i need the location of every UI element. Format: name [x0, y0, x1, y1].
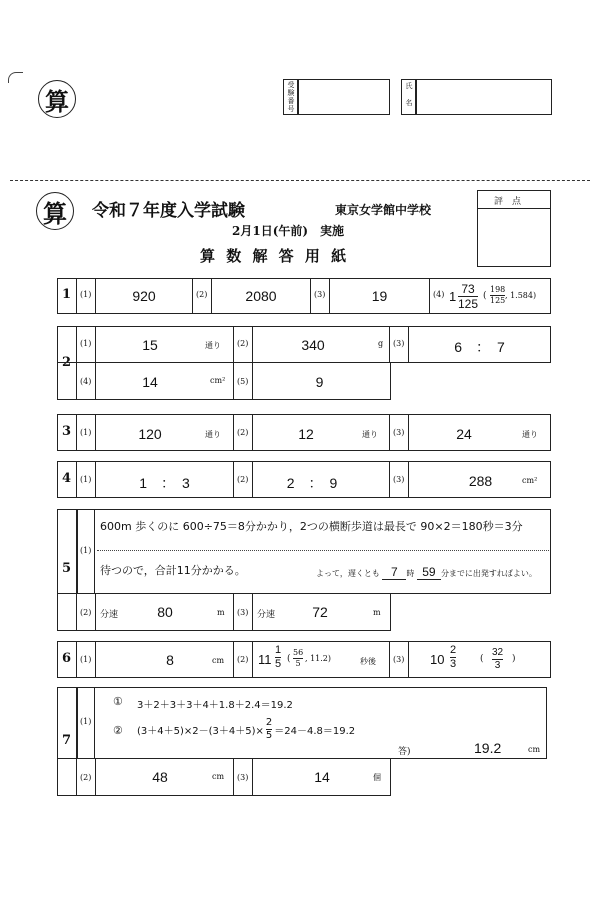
q1-p3-answer: 19 [371, 288, 388, 304]
q5-hour-label: 時 [406, 569, 415, 578]
q7-answer-label: 答) [398, 747, 411, 757]
q6-p1-unit: cm [212, 656, 225, 665]
q4-p1-label: (1) [80, 475, 92, 484]
q3-number: 3 [62, 424, 72, 439]
q5-p2-unit: m [217, 608, 225, 617]
q1-p4-alt-num: 198 [490, 285, 506, 294]
q5-p1-line1[interactable]: 600m 歩くのに 600÷75＝8分かかり，2つの横断歩道は最長で 90×2＝180秒＝3分 [100, 520, 523, 533]
q7-p1-label: (1) [80, 717, 92, 726]
q6-p2-alt-num: 56 [293, 648, 304, 657]
q6-p2-alt-fraction [293, 649, 303, 668]
score-label: 評 点 [494, 197, 522, 207]
cut-line [10, 180, 590, 181]
q7-step2-fraction [266, 718, 272, 741]
divider [415, 79, 417, 115]
q7-p3-label: (3) [237, 773, 249, 782]
q6-p2-unit: 秒後 [360, 657, 376, 666]
q6-p2-label: (2) [237, 655, 249, 664]
q2-p3-label: (3) [393, 339, 405, 348]
q4-p3-unit: cm² [522, 476, 538, 485]
q3-p3-unit: 通り [522, 430, 538, 439]
q7-step2-fden: 5 [265, 730, 273, 741]
corner-mark [8, 72, 23, 83]
q5-p2-prefix: 分速 [100, 610, 119, 620]
q1-p4-alt-den: 125 [490, 296, 506, 305]
q5-number: 5 [62, 561, 72, 576]
q3-p3-answer: 24 [456, 426, 472, 442]
q2-p3-answer: 6 ： 7 [454, 339, 505, 355]
q6-p1-answer: 8 [166, 652, 174, 668]
q5-p1-line2[interactable]: 待つので，合計11分かかる。 [100, 564, 246, 577]
q6-p3-alt-fraction [492, 648, 503, 671]
q2-number: 2 [62, 355, 72, 370]
divider [477, 208, 551, 209]
q6-number: 6 [62, 651, 72, 666]
q6-p2-whole: 11 [258, 652, 272, 667]
q2-p1-label: (1) [80, 339, 92, 348]
q6-p3-fraction [450, 645, 456, 670]
q7-step2[interactable] [137, 718, 355, 741]
q1-p4-den: 125 [458, 297, 479, 311]
exam-title: 令和７年度入学試験 [92, 201, 245, 221]
q1-p2-answer: 2080 [245, 288, 277, 304]
q5-p3-answer: 72 [312, 604, 328, 620]
q1-p2-label: (2) [196, 290, 208, 299]
q7-step2-mark: ② [113, 724, 123, 737]
q7-number: 7 [62, 733, 72, 748]
q5-conclusion [316, 565, 537, 580]
name-box[interactable] [401, 79, 552, 115]
q4-p3-label: (3) [393, 475, 405, 484]
q1-p4-label: (4) [433, 290, 445, 299]
q7-p2-unit: cm [212, 772, 225, 781]
q2-p5-answer: 9 [315, 374, 324, 390]
q7-p1-unit: cm [528, 745, 541, 754]
q5-p3-prefix: 分速 [257, 610, 276, 620]
q1-p4-num: 73 [461, 282, 475, 296]
q5-dotted-rule [97, 550, 549, 551]
q5-conclusion-pre: よって，遅くとも [316, 569, 380, 578]
subject-circle-top: 算 [38, 80, 76, 118]
q7-p2-label: (2) [80, 773, 92, 782]
q5-p1-label: (1) [80, 546, 92, 555]
q6-p2-alt-den: 5 [295, 659, 301, 668]
q1-p4-open: ( [483, 291, 487, 301]
q2-p2-answer: 340 [301, 337, 325, 353]
q3-p3-label: (3) [393, 428, 405, 437]
q1-p4-whole: 1 [449, 289, 457, 304]
q2-p5-label: (5) [237, 377, 249, 386]
q7-step2-b: ＝24－4.8＝19.2 [274, 726, 356, 737]
q6-p2-open: ( [287, 654, 291, 664]
q2-p1-unit: 通り [205, 341, 221, 350]
q2-p1-answer: 15 [142, 337, 158, 353]
q5-minute[interactable]: 59 [417, 565, 441, 580]
q6-p3-alt-num: 32 [492, 647, 504, 658]
name-label: 氏名 [405, 82, 413, 116]
divider [297, 79, 299, 115]
exam-number-box[interactable] [283, 79, 390, 115]
q7-step2-fnum: 2 [265, 717, 273, 728]
q5-hour[interactable]: 7 [382, 565, 406, 580]
exam-date: 2月1日(午前) 実施 [232, 224, 345, 238]
q5-p2-label: (2) [80, 608, 92, 617]
q7-p3-unit: 個 [373, 773, 381, 782]
q4-p1-answer: 1 ： 3 [139, 475, 190, 491]
q3-p1-unit: 通り [205, 430, 221, 439]
q4-p2-label: (2) [237, 475, 249, 484]
q6-p2-num: 1 [275, 644, 282, 656]
q2-p2-label: (2) [237, 339, 249, 348]
q7-step2-a: (3＋4＋5)×2－(3＋4＋5)× [137, 726, 264, 737]
q6-p2-fraction [275, 645, 281, 670]
q6-p3-den: 3 [450, 658, 457, 670]
q3-p2-label: (2) [237, 428, 249, 437]
q5-p3-unit: m [373, 608, 381, 617]
q3-p1-label: (1) [80, 428, 92, 437]
q3-p2-unit: 通り [362, 430, 378, 439]
q4-p2-answer: 2 ： 9 [286, 475, 338, 491]
q6-p3-close: ) [512, 654, 516, 664]
q2-p4-answer: 14 [142, 374, 158, 390]
q2-p2-unit: g [378, 339, 384, 348]
q6-p3-whole: 10 [430, 652, 445, 667]
sheet-title: 算 数 解 答 用 紙 [200, 247, 350, 265]
q1-p3-label: (3) [314, 290, 326, 299]
q1-p4-alt-rest: , 1.584) [505, 291, 537, 300]
q6-p3-label: (3) [393, 655, 405, 664]
q7-step1-mark: ① [113, 695, 123, 708]
q4-number: 4 [62, 471, 72, 486]
q6-p3-open: ( [480, 654, 484, 664]
school-name: 東京女学館中学校 [335, 203, 432, 217]
q5-conclusion-post: 分までに出発すればよい。 [440, 569, 537, 578]
q1-number: 1 [62, 287, 72, 302]
q6-p3-alt-den: 3 [494, 660, 501, 671]
q6-p3-num: 2 [450, 644, 457, 656]
subject-circle: 算 [36, 192, 74, 230]
q7-p1-answer[interactable]: 19.2 [474, 740, 502, 756]
q1-p1-label: (1) [80, 290, 92, 299]
q6-p1-label: (1) [80, 655, 92, 664]
q7-p3-answer: 14 [314, 769, 330, 785]
q1-p4-alt-fraction [490, 286, 505, 305]
q5-p2-answer: 80 [157, 604, 173, 620]
q1-p1-answer: 920 [132, 288, 156, 304]
q5-p3-label: (3) [237, 608, 249, 617]
q2-p4-unit: cm² [210, 376, 226, 385]
q4-p3-answer: 288 [468, 473, 493, 489]
q3-p2-answer: 12 [298, 426, 314, 442]
q3-p1-answer: 120 [138, 426, 162, 442]
q6-p2-alt-rest: , 11.2) [305, 654, 332, 663]
q7-p2-answer: 48 [152, 769, 168, 785]
q7-step1[interactable]: 3＋2＋3＋3＋4＋1.8＋2.4＝19.2 [137, 700, 293, 711]
exam-number-label: 受験番号 [287, 81, 295, 113]
q2-p4-label: (4) [80, 377, 92, 386]
q1-p4-fraction [458, 283, 478, 310]
q6-p2-den: 5 [275, 658, 282, 670]
